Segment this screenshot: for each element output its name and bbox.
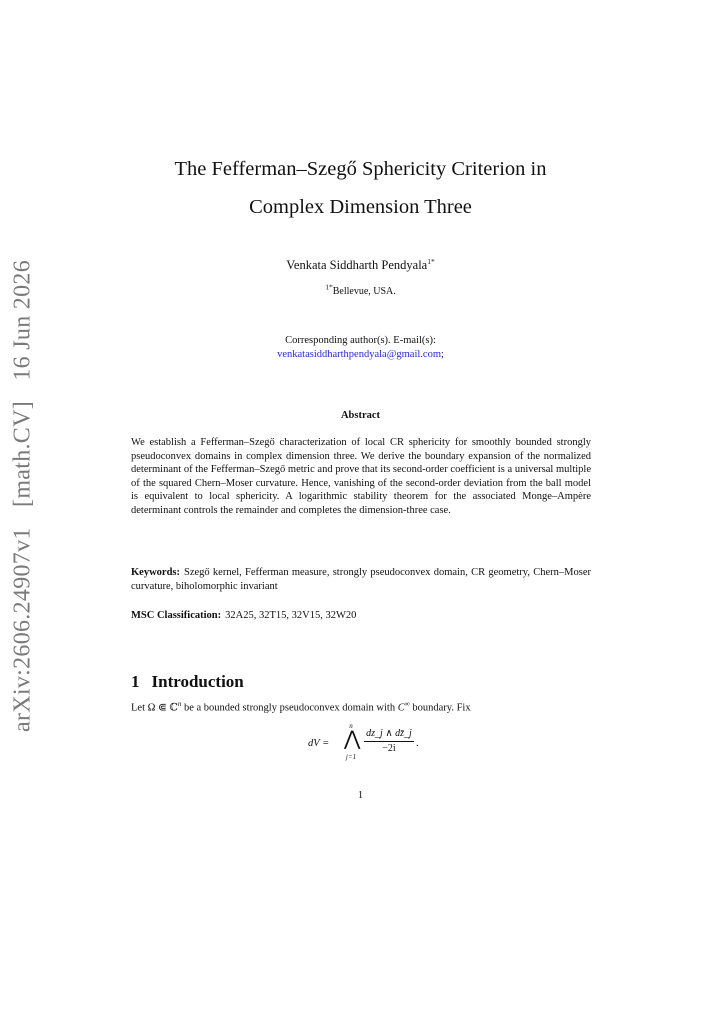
section-heading: [131, 672, 244, 692]
page-number: 1: [357, 790, 364, 801]
arxiv-category: [math.CV]: [9, 400, 36, 507]
arxiv-stamp: [10, 260, 37, 732]
intro-paragraph: [131, 700, 471, 714]
big-wedge-operator: ⋀: [344, 728, 361, 750]
keywords-label: Keywords:: [131, 567, 180, 578]
author: [0, 258, 721, 273]
intro-c-letter: C: [397, 702, 405, 714]
equation-upper-limit: n: [349, 722, 353, 730]
fraction-numerator: dz_j ∧ dz̄_j: [366, 728, 412, 739]
abstract-body: We establish a Fefferman–Szegő characterization of local CR sphericity for smoothly bounded strongly pseudoconvex domains in complex dimension three. We derive the boundary expansion of the normalized determinant of the Fefferman–Szegő metric and prove that its second-order coefficient is a universal multiple of the squared Chern–Moser curvature. Hence, vanishing of the second-order deviation from the ball model is equivalent to local sphericity. A logarithmic stability theorem for the associated Monge–Ampère determinant controls the remainder and completes the dimension-three case.: [131, 437, 591, 516]
correspondence: [0, 334, 721, 362]
affiliation: [0, 282, 721, 297]
author-mark: 1*: [427, 256, 435, 266]
equation-lhs: dV =: [308, 738, 330, 749]
intro-text-start: Let Ω ⋐ ℂ: [131, 702, 178, 714]
msc-text: 32A25, 32T15, 32V15, 32W20: [225, 610, 357, 621]
author-name: Venkata Siddharth Pendyala: [286, 258, 428, 272]
display-equation: [308, 722, 448, 770]
abstract-heading: Abstract: [340, 410, 381, 421]
affiliation-mark: 1*: [325, 282, 333, 292]
msc-label: MSC Classification:: [131, 610, 222, 621]
fraction-denominator: −2i: [382, 743, 396, 754]
equation-fraction: [364, 728, 414, 755]
fraction-bar: [364, 741, 414, 742]
equation-period: .: [416, 738, 419, 749]
paper-title-line-2: Complex Dimension Three: [249, 196, 472, 218]
keywords: [131, 566, 591, 593]
author-email-link[interactable]: venkatasiddharthpendyala@gmail.com: [277, 349, 441, 360]
section-number: 1: [131, 672, 140, 691]
arxiv-id: arXiv:2606.24907v1: [9, 527, 36, 732]
section-title: Introduction: [151, 672, 244, 691]
intro-text-end: boundary. Fix: [409, 702, 471, 714]
intro-text-middle: be a bounded strongly pseudoconvex domain with: [181, 702, 398, 714]
arxiv-date: 16 Jun 2026: [9, 260, 36, 381]
msc-classification: [131, 609, 591, 623]
affiliation-text: Bellevue, USA.: [332, 286, 396, 297]
correspondence-label: Corresponding author(s). E-mail(s):: [285, 335, 436, 346]
intro-sup-infinity: ∞: [404, 700, 410, 708]
keywords-text: Szegő kernel, Fefferman measure, strongly pseudoconvex domain, CR geometry, Chern–Moser curvature, biholomorphic invariant: [131, 567, 591, 592]
equation-lower-limit: j=1: [345, 753, 357, 761]
intro-sup-n: n: [177, 700, 182, 708]
email-trailing: ;: [441, 349, 444, 360]
paper-title-line-1: The Fefferman–Szegő Sphericity Criterion in: [174, 158, 547, 180]
